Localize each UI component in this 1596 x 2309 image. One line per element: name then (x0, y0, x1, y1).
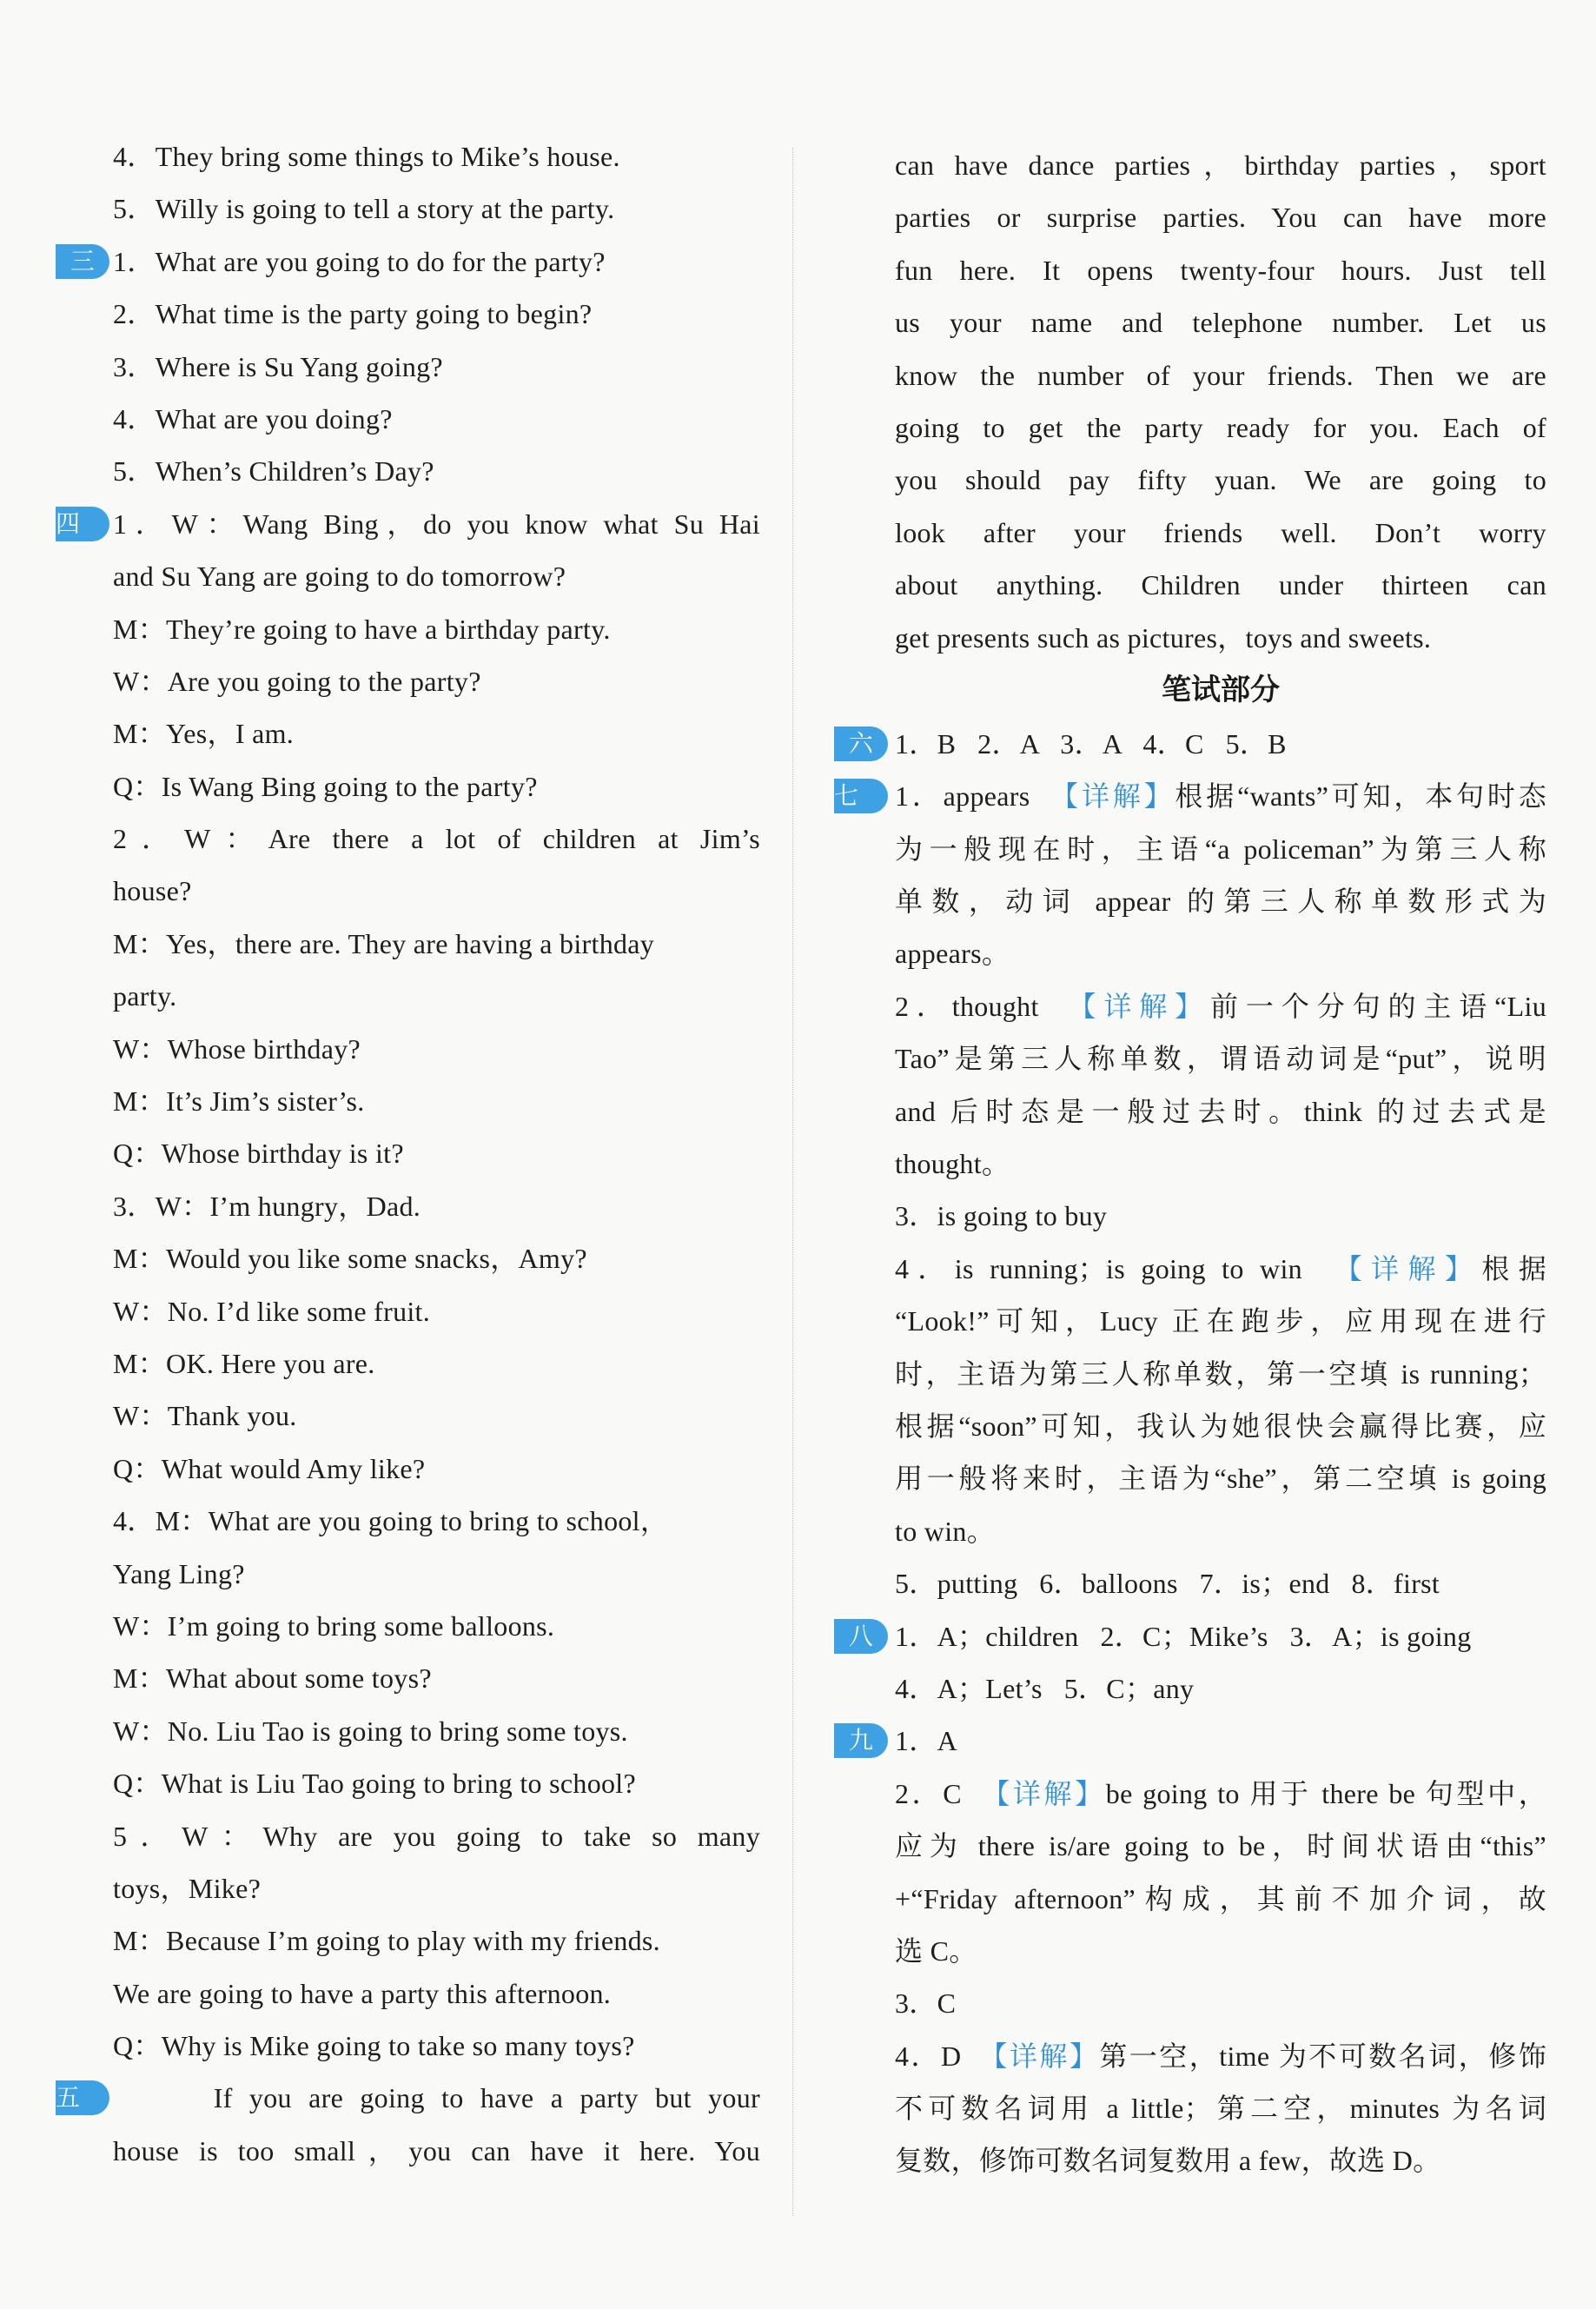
text-line (834, 770, 1546, 822)
line-text: 2．C (895, 1777, 983, 1809)
line-text: Tao”是第三人称单数，谓语动词是“put”，说明 (895, 1043, 1546, 1075)
section-number-badge: 五 (56, 2080, 109, 2115)
text-line (895, 1505, 1546, 1557)
text-line (895, 296, 1546, 348)
text-line (113, 655, 760, 707)
line-text: parties or surprise parties. You can have more (895, 202, 1546, 234)
text-line (113, 445, 760, 497)
text-line (895, 1032, 1546, 1085)
line-text: 4．A；Let’s 5．C；any (895, 1672, 1195, 1704)
line-text: W：No. Liu Tao is going to bring some toys. (113, 1715, 628, 1747)
text-line (113, 1600, 760, 1652)
line-text: get presents such as pictures，toys and sweets. (895, 621, 1432, 654)
line-text: 1．A；children 2．C；Mike’s 3．A；is going (895, 1620, 1472, 1652)
line-text: 5．putting 6．balloons 7．is；end 8．first (895, 1568, 1440, 1600)
line-text: W：Whose birthday? (113, 1032, 361, 1065)
line-text: If you are going to have a party but your (113, 2082, 760, 2114)
text-line (895, 559, 1546, 611)
left-column (56, 130, 760, 2177)
text-line (895, 1820, 1546, 1872)
line-text: look after your friends well. Don’t worry (895, 516, 1546, 548)
section-number-badge: 八 (834, 1619, 888, 1654)
line-text: 1．What are you going to do for the party? (113, 245, 606, 277)
explanation-text: 第一空，time 为不可数名词，修饰 (1099, 2040, 1547, 2072)
text-line (895, 2030, 1546, 2082)
text-line (113, 1967, 760, 2020)
text-line (56, 2072, 760, 2124)
section-number-badge: 六 (834, 727, 888, 761)
line-text: 5．Willy is going to tell a story at the party. (113, 193, 615, 225)
line-text: 4．D (895, 2040, 980, 2072)
line-text: 复数，修饰可数名词复数用 a few，故选 D。 (895, 2145, 1441, 2177)
line-text: 单数，动词 appear 的第三人称单数形式为 (895, 886, 1546, 918)
line-text: party. (113, 980, 177, 1012)
text-line (113, 865, 760, 917)
explanation-label: 【详解】 (979, 2039, 1100, 2073)
line-text: We are going to have a party this afternoon. (113, 1977, 612, 2009)
text-line (895, 1138, 1546, 1190)
line-text: 3．W：I’m hungry，Dad. (113, 1190, 421, 1222)
text-line (113, 341, 760, 393)
line-text: 1．appears (895, 780, 1051, 813)
text-line (113, 603, 760, 655)
text-line (895, 1452, 1546, 1504)
text-line (113, 2020, 760, 2072)
line-text: M：OK. Here you are. (113, 1347, 375, 1379)
line-text: about anything. Children under thirteen can (895, 569, 1546, 601)
text-line (113, 1652, 760, 1704)
text-line (113, 1023, 760, 1075)
text-line (895, 191, 1546, 243)
line-text: know the number of your friends. Then we are (895, 359, 1546, 391)
explanation-label: 【详解】 (1068, 989, 1211, 1023)
text-line (895, 1925, 1546, 1977)
line-text: and Su Yang are going to do tomorrow? (113, 561, 566, 593)
text-line (895, 1295, 1546, 1347)
line-text: 4．M：What are you going to bring to school， (113, 1505, 669, 1537)
explanation-text: 根据“wants”可知，本句时态 (1175, 780, 1546, 813)
line-text: W：Thank you. (113, 1400, 297, 1432)
line-text: 时，主语为第三人称单数，第一空填 is running； (895, 1357, 1546, 1390)
right-column-answers (834, 718, 1547, 2187)
text-line (113, 1862, 760, 1914)
line-text: 3．is going to buy (895, 1200, 1108, 1232)
line-text: 选 C。 (895, 1934, 977, 1967)
line-text: 1．A (895, 1725, 958, 1757)
line-text: 4．What are you doing? (113, 402, 393, 435)
text-line (113, 1180, 760, 1232)
line-text: 1．W：Wang Bing，do you know what Su Hai (113, 508, 760, 540)
line-text: 5．W：Why are you going to take so many (113, 1820, 760, 1852)
text-line (895, 1190, 1546, 1242)
right-column (834, 139, 1547, 2187)
text-line (895, 1768, 1546, 1820)
text-line (895, 507, 1546, 559)
line-text: W：Are you going to the party? (113, 665, 481, 697)
line-text: 根据“soon”可知，我认为她很快会赢得比赛，应 (895, 1410, 1546, 1442)
text-line (113, 707, 760, 760)
text-line (113, 1810, 760, 1862)
text-line (113, 1495, 760, 1547)
line-text: 为一般现在时，主语“a policeman”为第三人称 (895, 833, 1546, 865)
line-text: M：It’s Jim’s sister’s. (113, 1085, 365, 1118)
line-text: thought。 (895, 1148, 1010, 1180)
line-text: +“Friday afternoon”构成，其前不加介词，故 (895, 1882, 1546, 1914)
line-text: M：Because I’m going to play with my friends. (113, 1925, 660, 1957)
explanation-label: 【详解】 (1334, 1251, 1482, 1285)
explanation-label: 【详解】 (982, 1776, 1106, 1810)
text-line (895, 139, 1546, 191)
line-text: “Look!”可知，Lucy 正在跑步，应用现在进行 (895, 1305, 1546, 1337)
text-line (895, 612, 1546, 664)
line-text: M：Yes，there are. They are having a birthday (113, 927, 655, 959)
text-line (848, 718, 1546, 770)
line-text: going to get the party ready for you. Each of (895, 411, 1546, 443)
line-text: 3．Where is Su Yang going? (113, 350, 443, 382)
section-number-badge: 四 (56, 507, 109, 541)
text-line (895, 1400, 1546, 1452)
line-text: 4．They bring some things to Mike’s house. (113, 141, 620, 172)
text-line (113, 130, 760, 182)
text-line (895, 349, 1546, 401)
text-line (895, 823, 1546, 875)
text-line (113, 1390, 760, 1442)
line-text: Q：Whose birthday is it? (113, 1138, 404, 1170)
line-text: and 后时态是一般过去时。think 的过去式是 (895, 1095, 1546, 1127)
line-text: 4．is running；is going to win (895, 1252, 1334, 1284)
text-line (895, 454, 1546, 506)
text-line (895, 2082, 1546, 2134)
text-line (113, 970, 760, 1022)
line-text: 2．W：Are there a lot of children at Jim’s (113, 823, 760, 855)
line-text: W：No. I’d like some fruit. (113, 1295, 431, 1327)
line-text: M：Yes，I am. (113, 718, 295, 750)
line-text: W：I’m going to bring some balloons. (113, 1609, 555, 1642)
text-line (113, 1443, 760, 1495)
text-line (113, 1757, 760, 1809)
text-line (895, 401, 1546, 454)
line-text: house is too small，you can have it here. You (113, 2134, 760, 2166)
line-text: M：They’re going to have a birthday party. (113, 613, 611, 645)
line-text: to win。 (895, 1515, 995, 1547)
text-line (113, 550, 760, 602)
text-line (113, 1914, 760, 1967)
line-text: M：What about some toys? (113, 1662, 432, 1695)
line-text: 2．What time is the party going to begin? (113, 298, 593, 330)
text-line (113, 918, 760, 970)
line-text: Q：Why is Mike going to take so many toys? (113, 2030, 635, 2062)
text-line (113, 760, 760, 813)
section-title: 笔试部分 (1162, 672, 1280, 707)
line-text: can have dance parties，birthday parties，sport (895, 149, 1546, 181)
text-line (895, 2134, 1546, 2186)
line-text: Q：What is Liu Tao going to bring to school? (113, 1768, 636, 1800)
text-line (895, 927, 1546, 979)
section-number-badge: 三 (56, 244, 109, 279)
line-text: 2．thought (895, 990, 1069, 1022)
line-text: 不可数名词用 a little；第二空，minutes 为名词 (895, 2093, 1546, 2125)
line-text: toys，Mike? (113, 1872, 262, 1904)
text-line (895, 1977, 1546, 2029)
line-text: appears。 (895, 938, 1010, 970)
explanation-label: 【详解】 (1050, 780, 1175, 813)
text-line (56, 498, 760, 550)
text-line (113, 1337, 760, 1390)
text-line (113, 1548, 760, 1600)
line-text: Yang Ling? (113, 1557, 245, 1589)
line-text: Q：What would Amy like? (113, 1452, 426, 1484)
text-line (895, 980, 1546, 1032)
text-line (895, 244, 1546, 296)
line-text: 5．When’s Children’s Day? (113, 455, 434, 488)
line-text: us your name and telephone number. Let us (895, 307, 1546, 339)
text-line (113, 182, 760, 235)
text-line (895, 1557, 1546, 1609)
line-text: 1．B 2．A 3．A 4．C 5．B (895, 727, 1287, 760)
text-line (113, 1285, 760, 1337)
text-line (895, 1662, 1546, 1715)
explanation-text: 前一个分句的主语“Liu (1210, 990, 1546, 1022)
line-text: house? (113, 875, 192, 907)
line-text: 3．C (895, 1987, 957, 2020)
section-number-badge: 九 (834, 1723, 888, 1758)
text-line (848, 1610, 1546, 1662)
text-line (895, 875, 1546, 927)
text-line (70, 236, 760, 288)
line-text: 应为 there is/are going to be，时间状语由“this” (895, 1830, 1546, 1862)
line-text: M：Would you like some snacks，Amy? (113, 1243, 587, 1275)
line-text: fun here. It opens twenty-four hours. Just tell (895, 254, 1546, 286)
text-line (113, 813, 760, 865)
line-text: 用一般将来时，主语为“she”，第二空填 is going (895, 1463, 1546, 1495)
text-line (848, 1715, 1546, 1767)
line-text: you should pay fifty yuan. We are going to (895, 464, 1546, 496)
text-line (113, 1075, 760, 1127)
text-line (113, 1232, 760, 1284)
text-line (895, 1243, 1546, 1295)
text-line (113, 393, 760, 445)
text-line (113, 288, 760, 340)
explanation-text: 根据 (1481, 1252, 1547, 1284)
line-text: Q：Is Wang Bing going to the party? (113, 770, 538, 802)
section-number-badge: 七 (834, 779, 888, 813)
text-line (895, 1873, 1546, 1925)
text-line (113, 1705, 760, 1757)
explanation-text: be going to 用于 there be 句型中， (1105, 1777, 1547, 1809)
column-divider (792, 148, 793, 2216)
text-line (113, 1127, 760, 1179)
text-line (895, 1348, 1546, 1400)
right-column-passage (895, 139, 1546, 664)
text-line (895, 1085, 1546, 1138)
text-line (113, 2125, 760, 2177)
